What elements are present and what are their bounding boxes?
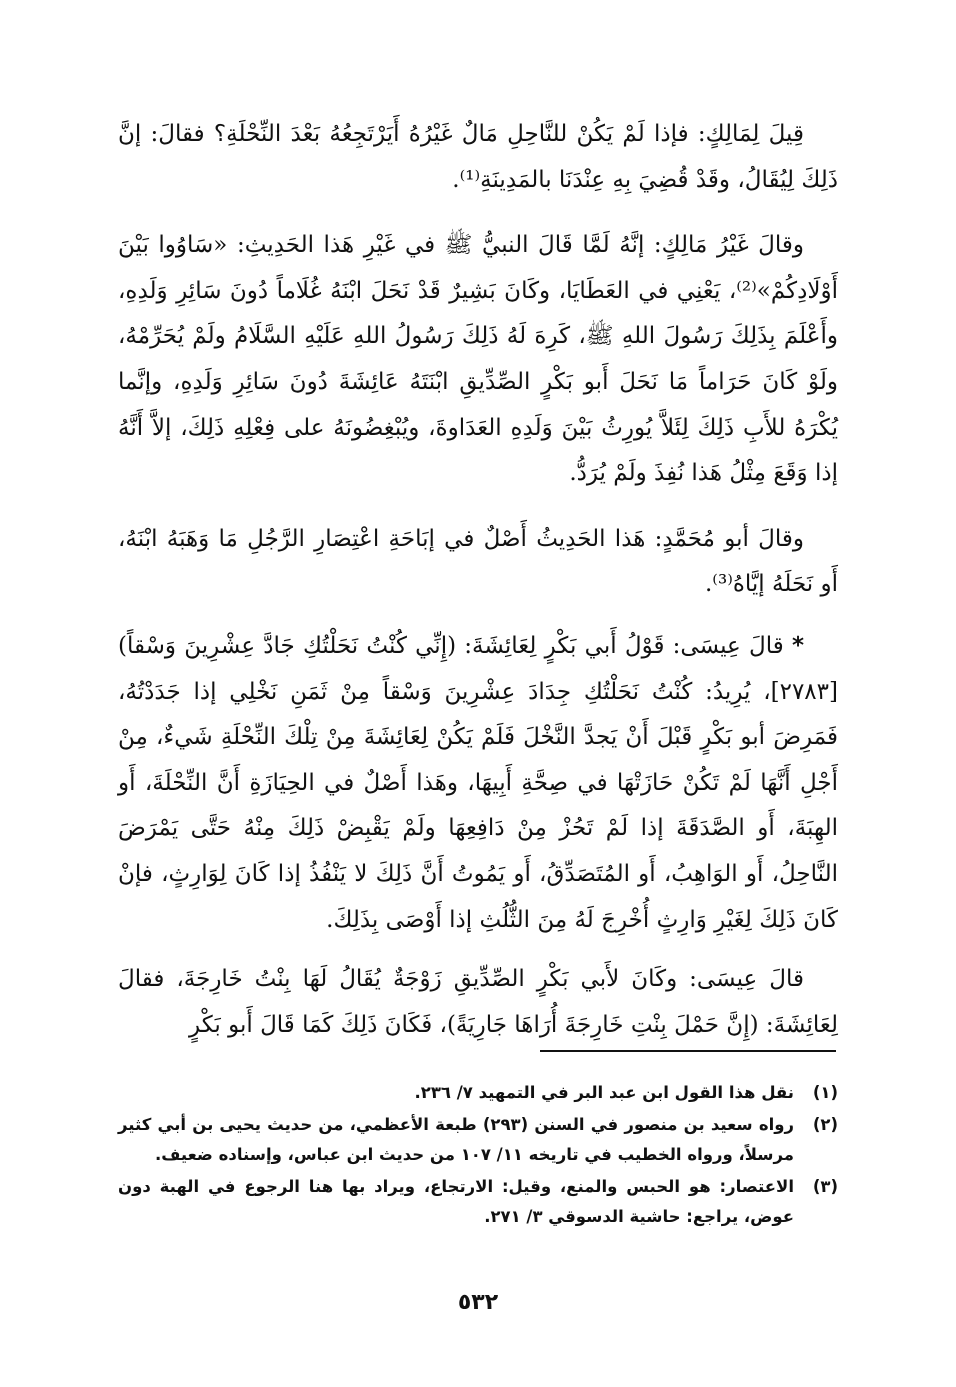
paragraph-isa-bint-kharija: قالَ عِيسَى: وكَانَ لأَبي بَكْرٍ الصِّدِّيقِ زَوْجَةٌ يُقَالُ لَهَا بِنْتُ خَارِجَةَ، فقالَ لِعَائِشَةَ: (إِنَّ حَمْلَ بِنْتِ خَارِجَةَ أُرَاهَا جَارِيَةً)، فَكَانَ ذَلِكَ كَمَا قَالَ أَبو بَكْرٍ: [118, 966, 838, 1038]
footnote-text: رواه سعيد بن منصور في السنن (٢٩٣) طبعة الأعظمي، من حديث يحيى بن أبي كثير مرسلاً، ورواه الخطيب في تاريخه ١١/ ١٠٧ من حديث ابن عباس، وإسناده ضعيف.: [118, 1115, 794, 1164]
section-star-marker: *: [791, 632, 804, 659]
footnote-text: الاعتصار: هو الحبس والمنع، وقيل: الارتجاع، ويراد بها هنا الرجوع في الهبة دون عوض، يراجع: حاشية الدسوقي ٣/ ٢٧١.: [118, 1177, 794, 1226]
page-number: ٥٣٢: [457, 1290, 499, 1315]
footnote-number: (٣): [812, 1177, 838, 1196]
footnote-1: [118, 1078, 838, 1108]
main-text-body: [118, 112, 838, 1068]
footnote-separator: [540, 1050, 836, 1052]
footnote-3: [118, 1172, 838, 1232]
paragraph-isa-commentary: [118, 624, 838, 943]
paragraph-abu-muhammad: وقالَ أبو مُحَمَّدٍ: هَذا الحَدِيثُ أَصْلٌ في إبَاحَةِ اعْتِصَارِ الرَّجُلِ مَا وَهَبَهُ ابْنَهُ، أَو نَحَلَهُ إيَّاهُ⁽³⁾.: [118, 525, 838, 598]
footnote-2: [118, 1110, 838, 1170]
paragraph-malik-question: قِيلَ لِمَالِكٍ: فإذا لَمْ يَكُنْ للنَّاحِلِ مَالٌ غَيْرُهُ أَيَرْتَجِعُهُ بَعْدَ النِّحْلَةِ؟ فقالَ: إنَّ ذَلِكَ لِيُقَالُ، وقَدْ قُضِيَ بِهِ عِنْدَنَا بالمَدِينَةِ⁽¹⁾.: [118, 121, 838, 193]
paragraph-isa-commentary-text: قالَ عِيسَى: قَوْلُ أَبي بَكْرٍ لِعَائِشَةَ: (إِنِّي كُنْتُ نَحَلْتُكِ جَادَّ عِشْرِينَ وَسْقاً)[٢٧٨٣]، يُرِيدُ: كُنْتُ نَحَلْتُكِ جِدَادَ عِشْرِينَ وَسْقاً مِنْ ثَمَنِ نَخْلِي إذا جَدَدْتُهُ، فَمَرِضَ أبو بَكْرٍ قَبْلَ أَنْ يَجدَّ النَّخْلَ فَلَمْ يَكُنْ لِعَائِشَةَ مِنْ تِلْكَ النِّحْلَةِ شَيءٌ، مِنْ أَجْلِ أَنَّهَا لَمْ تَكُنْ حَازَتْهَا في صِحَّةِ أَبِيهَا، وهَذا أَصْلٌ في الحِيَازَةِ أَنَّ النِّحْلَةَ، أَو الهِبَةَ، أَو الصَّدَقَةَ إذا لَمْ تَحُزْ مِنْ دَافِعِهَا ولَمْ يَقْبِضْ ذَلِكَ مِنْهُ حَتَّى يَمْرَضَ النَّاحِلُ، أَو الوَاهِبُ، أَو المُتَصَدِّقُ، أَو يَمُوتُ أَنَّ ذَلِكَ لا يَنْفُذُ إذا كَانَ لِوَارِثٍ، فإنْ كَانَ ذَلِكَ لِغَيْرِ وَارِثٍ أُخْرِجَ لَهُ مِنَ الثُّلُثِ إذا أَوْصَى بِذَلِكَ.: [118, 632, 838, 933]
paragraph-other-than-malik: وقالَ غَيْرُ مَالِكٍ: إنَّهُ لَمَّا قَالَ النبيُّ ﷺ في غَيْرِ هَذا الحَدِيثِ: «سَاوُوا بَيْنَ أَوْلَادِكُمْ»⁽²⁾، يَعْنِي في العَطَايَا، وكَانَ بَشِيرٌ قَدْ نَحَلَ ابْنَهُ غُلَاماً دُونَ سَائِرِ وَلَدِهِ، وأَعْلَمَ بِذَلِكَ رَسُولَ اللهِ ﷺ، كَرِهَ لَهُ ذَلِكَ رَسُولُ اللهِ عَلَيْهِ السَّلَامُ ولَمْ يُحَرِّمْهُ، ولَوْ كَانَ حَرَاماً مَا نَحَلَ أَبو بَكْرٍ الصِّدِّيقِ ابْنَتَهُ عَائِشَةَ دُونَ سَائِرِ وَلَدِهِ، وإنَّما يُكْرَهُ للأَبِ ذَلِكَ لِئَلاَّ يُورِثُ بَيْنَ وَلَدِهِ العَدَاوةَ، ويُبْغِضُونَهُ على فِعْلِهِ ذَلِكَ، إلاَّ أَنَّهُ إذا وَقَعَ مِثْلُ هَذا نُفِذَ ولَمْ يُرَدُّ.: [118, 232, 838, 487]
footnote-number: (٢): [812, 1115, 838, 1134]
footnote-number: (١): [812, 1083, 838, 1102]
footnote-text: نقل هذا القول ابن عبد البر في التمهيد ٧/ ٢٣٦.: [414, 1083, 794, 1102]
footnotes-section: [118, 1078, 838, 1234]
